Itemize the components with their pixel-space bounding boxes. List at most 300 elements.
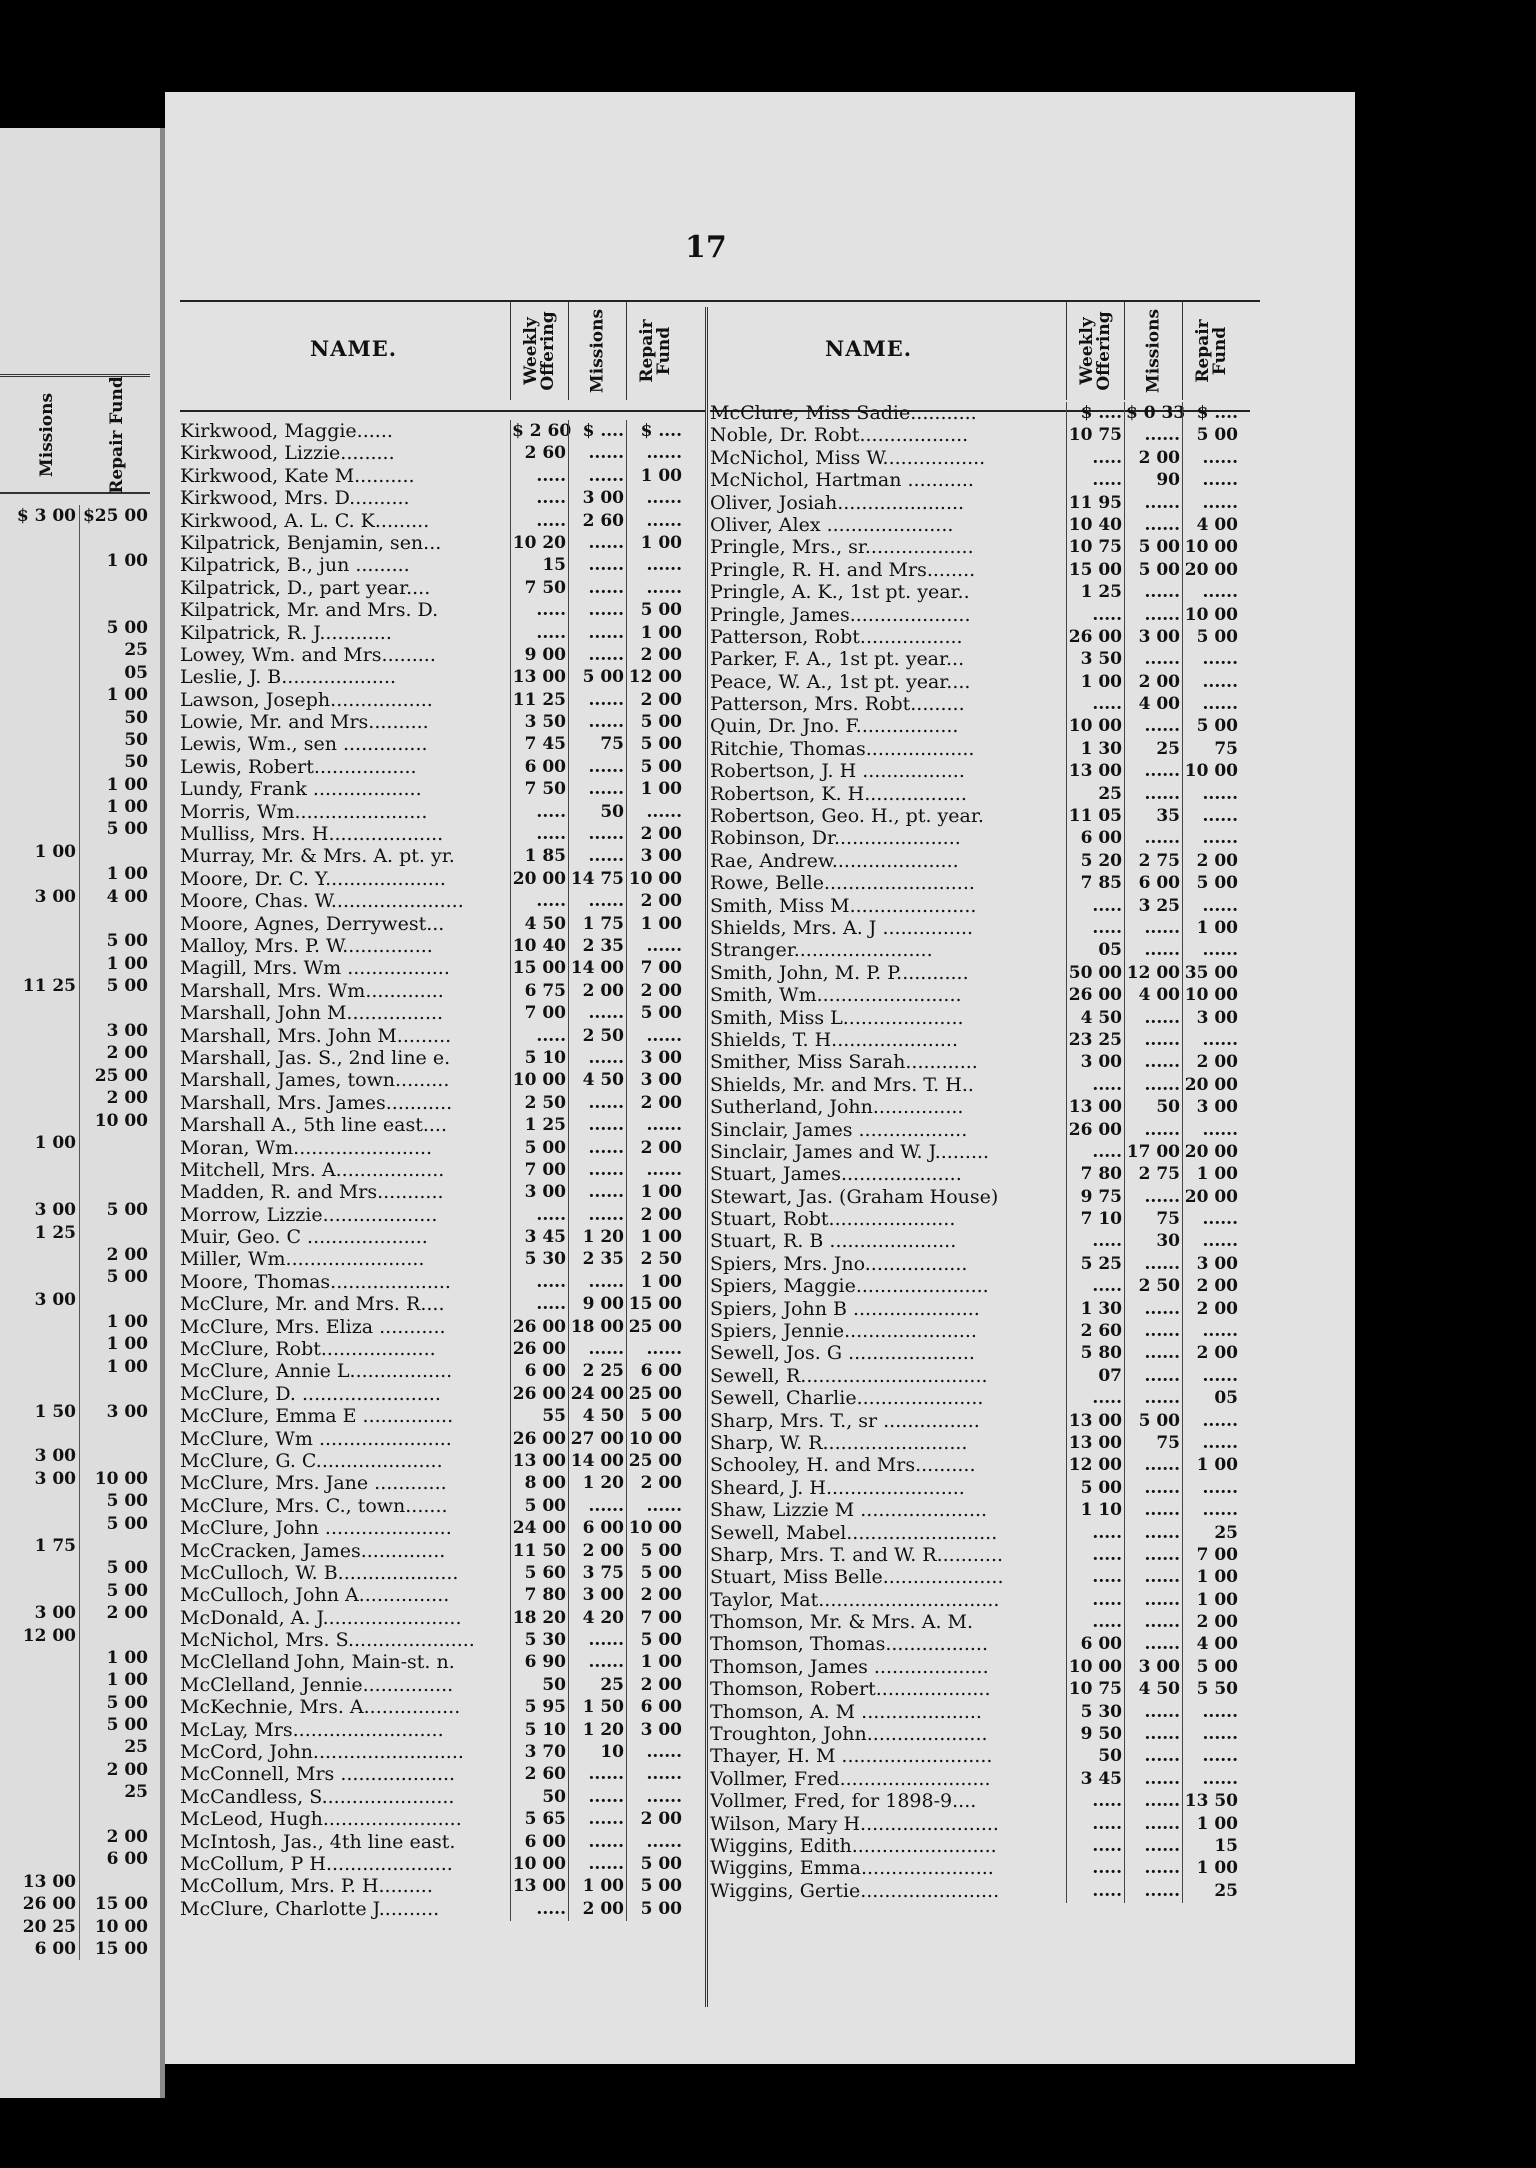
weekly-amount: ..... (536, 891, 566, 912)
left-repair-amount: 15 00 (94, 1894, 148, 1915)
table-row (710, 827, 1250, 849)
missions-amount: 4 00 (1138, 694, 1180, 715)
contributor-name: Thomson, Thomas................. (710, 1633, 988, 1656)
contributor-name: Lawson, Joseph................. (180, 688, 433, 711)
contributor-name: Stewart, Jas. (Graham House) (710, 1185, 999, 1208)
weekly-amount: 25 (1098, 783, 1122, 804)
missions-amount: 90 (1156, 470, 1180, 491)
missions-header: Missions (568, 302, 627, 400)
name-header-right: NAME. (825, 336, 913, 361)
contributor-name: Smither, Miss Sarah............ (710, 1051, 978, 1074)
missions-amount: 25 (1156, 738, 1180, 759)
repair-amount: 5 00 (640, 1854, 682, 1874)
left-page-row (0, 1177, 150, 1199)
missions-amount: ...... (588, 1137, 624, 1158)
repair-amount: $ .... (1196, 403, 1238, 423)
repair-amount: 35 00 (1184, 962, 1238, 983)
left-repair-amount: 1 00 (106, 1356, 148, 1377)
contributor-name: Shields, T. H..................... (710, 1028, 959, 1051)
left-missions-amount (0, 1669, 80, 1691)
repair-amount: 20 00 (1184, 559, 1238, 580)
left-missions-amount (0, 751, 80, 773)
weekly-amount: 3 45 (524, 1227, 566, 1248)
left-repair-amount: 15 00 (94, 1939, 148, 1959)
weekly-amount: 1 10 (1080, 1500, 1122, 1521)
repair-amount: 2 00 (640, 1137, 682, 1158)
column-rule (568, 420, 569, 1921)
missions-amount: 2 50 (582, 1025, 624, 1046)
contributor-name: Vollmer, Fred, for 1898-9.... (710, 1790, 977, 1813)
repair-amount: ...... (1202, 694, 1238, 715)
table-row (710, 1230, 1250, 1252)
contributor-name: McCandless, S...................... (180, 1785, 455, 1808)
missions-amount: ...... (1144, 1388, 1180, 1409)
left-page-row (0, 1154, 150, 1176)
contributor-name: Shields, Mr. and Mrs. T. H.. (710, 1073, 974, 1096)
left-repair-amount: 1 00 (106, 685, 148, 706)
repair-amount: 2 00 (1196, 1298, 1238, 1319)
left-page-row (0, 1736, 150, 1758)
weekly-amount: 10 75 (1068, 425, 1122, 446)
table-row (710, 1320, 1250, 1342)
left-page-row (0, 550, 150, 572)
contributor-name: Sharp, W. R........................ (710, 1431, 968, 1454)
left-page-row (0, 1513, 150, 1535)
left-missions-amount: 12 00 (0, 1625, 80, 1647)
left-missions-amount: 1 00 (0, 1132, 80, 1154)
weekly-amount: 7 10 (1080, 1209, 1122, 1230)
repair-amount: 2 00 (1196, 850, 1238, 871)
table-row (710, 604, 1250, 626)
left-page-row (0, 1289, 150, 1311)
left-repair-amount: 2 00 (106, 1043, 148, 1064)
repair-amount: 25 00 (628, 1383, 682, 1404)
missions-amount: 12 00 (1126, 962, 1180, 983)
repair-fund-header: Repair Fund (626, 302, 685, 400)
column-rule (626, 420, 627, 1921)
missions-amount: ...... (1144, 425, 1180, 446)
weekly-amount: 1 25 (1080, 582, 1122, 603)
left-page-row (0, 1222, 150, 1244)
contributor-name: Kilpatrick, D., part year.... (180, 576, 431, 599)
weekly-amount: 5 30 (1080, 1701, 1122, 1722)
weekly-amount: ..... (536, 801, 566, 822)
missions-amount: 75 (600, 734, 624, 755)
contributor-name: Stranger....................... (710, 939, 933, 962)
weekly-amount: ..... (536, 1204, 566, 1225)
contributor-name: Troughton, John.................... (710, 1723, 988, 1746)
contributor-name: Thomson, Mr. & Mrs. A. M. (710, 1611, 974, 1634)
missions-amount: 2 00 (1138, 671, 1180, 692)
repair-amount: 5 00 (1196, 425, 1238, 446)
table-header-right (710, 300, 1250, 412)
weekly-amount: 1 25 (524, 1115, 566, 1136)
missions-amount: 24 00 (570, 1383, 624, 1404)
table-row (710, 984, 1250, 1006)
weekly-amount: ..... (536, 1025, 566, 1046)
weekly-amount: ..... (536, 1294, 566, 1315)
left-page-row (0, 1580, 150, 1602)
missions-amount: 1 50 (582, 1697, 624, 1718)
left-missions-amount: 3 00 (0, 1289, 80, 1311)
table-row (710, 447, 1250, 469)
left-missions-amount (0, 1042, 80, 1064)
weekly-amount: 7 00 (524, 1159, 566, 1180)
left-missions-header: Missions (37, 392, 57, 478)
table-row (710, 1857, 1250, 1879)
missions-amount: ...... (588, 1204, 624, 1225)
missions-amount: ...... (1144, 828, 1180, 849)
contributor-name: McCulloch, John A............... (180, 1584, 450, 1607)
contributor-name: McClure, G. C..................... (180, 1449, 443, 1472)
repair-amount: ...... (1202, 1768, 1238, 1789)
table-row (710, 626, 1250, 648)
contributor-name: Robertson, K. H................. (710, 782, 967, 805)
missions-amount: ...... (588, 532, 624, 553)
missions-amount: ...... (588, 1854, 624, 1874)
left-repair-amount: 5 00 (106, 931, 148, 952)
weekly-amount: 13 00 (512, 1450, 566, 1471)
missions-amount: 75 (1156, 1432, 1180, 1453)
contributor-name: Shaw, Lizzie M ..................... (710, 1499, 988, 1522)
missions-amount: ...... (1144, 1567, 1180, 1588)
table-row (710, 1163, 1250, 1185)
left-page-row (0, 953, 150, 975)
missions-amount: ...... (1144, 492, 1180, 513)
table-row (710, 424, 1250, 446)
contributor-name: Noble, Dr. Robt.................. (710, 424, 969, 447)
contributor-name: Quin, Dr. Jno. F................. (710, 715, 959, 738)
weekly-amount: 26 00 (512, 1316, 566, 1337)
weekly-amount: 5 00 (524, 1495, 566, 1516)
weekly-amount: 1 85 (524, 846, 566, 867)
contributor-name: Mulliss, Mrs. H................... (180, 823, 444, 846)
contributor-name: Kilpatrick, Mr. and Mrs. D. (180, 599, 439, 622)
contributor-name: McDonald, A. J....................... (180, 1606, 462, 1629)
weekly-amount: ..... (1092, 1813, 1122, 1834)
left-page-row (0, 1893, 150, 1915)
missions-amount: 2 75 (1138, 850, 1180, 871)
left-repair-amount: 5 00 (106, 1200, 148, 1221)
left-missions-amount (0, 550, 80, 572)
weekly-amount: 55 (542, 1406, 566, 1427)
missions-amount: ...... (1144, 1791, 1180, 1812)
left-page-row (0, 1916, 150, 1938)
contributor-name: McClure, Mrs. C., town....... (180, 1494, 448, 1517)
weekly-amount: 5 95 (524, 1697, 566, 1718)
left-page-row (0, 505, 150, 527)
contributor-name: Kirkwood, Kate M.......... (180, 464, 415, 487)
repair-amount: 12 00 (628, 667, 682, 688)
left-page-row (0, 863, 150, 885)
missions-amount: ...... (588, 622, 624, 643)
contributor-name: McClure, Mrs. Eliza ........... (180, 1315, 446, 1338)
contributor-name: Stuart, Miss Belle.................... (710, 1566, 1004, 1589)
left-missions-amount (0, 1714, 80, 1736)
left-repair-amount: 5 00 (106, 1715, 148, 1736)
contributor-name: Patterson, Mrs. Robt......... (710, 693, 965, 716)
left-missions-amount (0, 1848, 80, 1870)
repair-amount: ...... (1202, 1029, 1238, 1050)
weekly-amount: ..... (1092, 1074, 1122, 1095)
weekly-amount: 15 (542, 555, 566, 576)
missions-amount: 3 00 (582, 1585, 624, 1606)
table-left-half (180, 300, 705, 1920)
contributor-name: Sutherland, John............... (710, 1096, 964, 1119)
repair-amount: 1 00 (1196, 1567, 1238, 1588)
contributor-name: Oliver, Alex ..................... (710, 513, 954, 536)
contributor-name: McClure, Robt................... (180, 1338, 436, 1361)
left-repair-amount: 5 00 (106, 976, 148, 997)
table-row (710, 1678, 1250, 1700)
weekly-amount: 23 25 (1068, 1029, 1122, 1050)
contributor-name: Thomson, Robert................... (710, 1678, 991, 1701)
missions-amount: ...... (1144, 1321, 1180, 1342)
missions-amount: $ 0 33 (1126, 403, 1186, 423)
left-page-row (0, 1356, 150, 1378)
left-page-row (0, 1333, 150, 1355)
left-page-row (0, 1266, 150, 1288)
contributor-name: Wiggins, Gertie....................... (710, 1879, 1000, 1902)
table-row (710, 850, 1250, 872)
repair-amount: 05 (1214, 1388, 1238, 1409)
left-page-row (0, 998, 150, 1020)
left-page-row (0, 886, 150, 908)
contributor-name: Kirkwood, Lizzie......... (180, 442, 395, 465)
repair-amount: 3 00 (1196, 1097, 1238, 1118)
left-repair-amount (80, 572, 150, 594)
left-repair-amount: 10 00 (94, 1916, 148, 1937)
left-missions-amount (0, 908, 80, 930)
left-repair-amount: 50 (124, 729, 148, 750)
left-missions-amount: 26 00 (0, 1893, 80, 1915)
missions-amount: $ .... (582, 421, 624, 441)
weekly-amount: 13 00 (1068, 761, 1122, 782)
repair-amount: ...... (646, 935, 682, 956)
left-repair-amount: 1 00 (106, 1647, 148, 1668)
missions-amount: ...... (588, 824, 624, 845)
missions-amount: ...... (588, 1652, 624, 1673)
left-missions-amount (0, 930, 80, 952)
repair-amount: 20 00 (1184, 1186, 1238, 1207)
repair-amount: 25 (1214, 1522, 1238, 1543)
left-repair-amount (80, 1625, 150, 1647)
repair-amount: 1 00 (640, 779, 682, 800)
table-row (710, 671, 1250, 693)
contributor-name: Marshall, Mrs. Wm............. (180, 979, 444, 1002)
contributor-name: Moore, Thomas.................... (180, 1270, 451, 1293)
weekly-amount: 6 00 (524, 1361, 566, 1382)
repair-amount: 1 00 (640, 913, 682, 934)
weekly-amount: 3 00 (1080, 1052, 1122, 1073)
left-page-row (0, 1445, 150, 1467)
left-page-row (0, 796, 150, 818)
weekly-amount: 2 60 (1080, 1321, 1122, 1342)
left-missions-amount (0, 1580, 80, 1602)
contributor-name: Pringle, A. K., 1st pt. year.. (710, 581, 970, 604)
repair-amount: ...... (1202, 1432, 1238, 1453)
repair-amount: 5 00 (1196, 716, 1238, 737)
repair-amount: 2 00 (640, 1809, 682, 1830)
weekly-amount: ..... (1092, 1231, 1122, 1252)
weekly-amount: 1 00 (1080, 671, 1122, 692)
repair-amount: 5 00 (1196, 873, 1238, 894)
weekly-amount: $ 2 60 (512, 421, 572, 441)
missions-amount: 17 00 (1126, 1141, 1180, 1162)
weekly-amount: 5 60 (524, 1562, 566, 1583)
contributor-name: Smith, Wm........................ (710, 984, 962, 1007)
table-row (710, 536, 1250, 558)
missions-amount: ...... (588, 779, 624, 800)
repair-amount: 2 00 (640, 824, 682, 845)
left-missions-amount (0, 1333, 80, 1355)
repair-fund-header-right: Repair Fund (1182, 302, 1241, 400)
weekly-amount: 5 80 (1080, 1343, 1122, 1364)
weekly-amount: 50 (542, 1786, 566, 1807)
missions-amount: ...... (1144, 1029, 1180, 1050)
repair-amount: 5 00 (640, 1562, 682, 1583)
missions-amount: 5 00 (1138, 537, 1180, 558)
left-page-row (0, 1423, 150, 1445)
repair-amount: 6 00 (640, 1361, 682, 1382)
left-missions-amount (0, 1356, 80, 1378)
repair-amount: 5 00 (640, 1898, 682, 1919)
missions-amount: 2 35 (582, 1249, 624, 1270)
weekly-amount: 26 00 (1068, 985, 1122, 1006)
repair-amount: 10 00 (1184, 537, 1238, 558)
missions-amount: 3 00 (1138, 626, 1180, 647)
left-missions-amount (0, 1378, 80, 1400)
missions-amount: 4 50 (582, 1406, 624, 1427)
repair-amount: ...... (646, 443, 682, 464)
contributor-name: Kilpatrick, B., jun ......... (180, 554, 410, 577)
contributor-name: Oliver, Josiah..................... (710, 491, 965, 514)
missions-amount: ...... (1144, 582, 1180, 603)
missions-header-right: Missions (1124, 302, 1183, 400)
left-missions-amount (0, 1759, 80, 1781)
weekly-amount: 9 00 (524, 644, 566, 665)
repair-amount: 20 00 (1184, 1141, 1238, 1162)
weekly-amount: 18 20 (512, 1607, 566, 1628)
contributor-name: Spiers, Jennie...................... (710, 1320, 977, 1343)
missions-amount: ...... (1144, 649, 1180, 670)
weekly-amount: 5 25 (1080, 1253, 1122, 1274)
missions-amount: ...... (588, 443, 624, 464)
left-page-row (0, 729, 150, 751)
contributor-name: Stuart, R. B ..................... (710, 1230, 957, 1253)
contributor-name: Spiers, Maggie...................... (710, 1275, 989, 1298)
left-missions-amount: 6 00 (0, 1938, 80, 1960)
contributor-name: Kirkwood, A. L. C. K......... (180, 509, 430, 532)
table-row (710, 1656, 1250, 1678)
weekly-amount: ..... (1092, 1141, 1122, 1162)
left-page-row (0, 1804, 150, 1826)
contributor-name: Sinclair, James and W. J......... (710, 1140, 990, 1163)
left-page-row (0, 1244, 150, 1266)
repair-amount: 5 00 (640, 734, 682, 755)
left-missions-amount: 20 25 (0, 1916, 80, 1938)
repair-amount: 2 00 (640, 1204, 682, 1225)
weekly-amount: 20 00 (512, 868, 566, 889)
contributor-name: Magill, Mrs. Wm ................. (180, 957, 450, 980)
contributor-name: Murray, Mr. & Mrs. A. pt. yr. (180, 845, 455, 868)
contributor-name: Rowe, Belle......................... (710, 872, 975, 895)
repair-amount: 10 00 (1184, 604, 1238, 625)
weekly-amount: ..... (536, 510, 566, 531)
contributor-name: McClure, Miss Sadie........... (710, 402, 977, 424)
contributor-name: Madden, R. and Mrs........... (180, 1181, 444, 1204)
left-repair-amount: 5 00 (106, 617, 148, 638)
table-row (710, 1342, 1250, 1364)
repair-amount: 15 00 (628, 1294, 682, 1315)
left-repair-amount: 5 00 (106, 1491, 148, 1512)
weekly-amount: 24 00 (512, 1518, 566, 1539)
contributor-name: Shields, Mrs. A. J ............... (710, 916, 974, 939)
contributor-name: McClure, Annie L................. (180, 1360, 453, 1383)
contributor-name: Schooley, H. and Mrs.......... (710, 1454, 976, 1477)
repair-amount: 5 00 (640, 1630, 682, 1651)
missions-amount: 1 00 (582, 1876, 624, 1897)
weekly-amount: 10 75 (1068, 1679, 1122, 1700)
weekly-amount: ..... (1092, 1544, 1122, 1565)
missions-amount: ...... (1144, 1634, 1180, 1655)
repair-amount: 7 00 (640, 1607, 682, 1628)
left-missions-amount: 1 75 (0, 1535, 80, 1557)
left-page-row (0, 527, 150, 549)
weekly-amount: 05 (1098, 940, 1122, 961)
weekly-amount: 11 25 (512, 689, 566, 710)
left-missions-amount (0, 1087, 80, 1109)
missions-amount: ...... (1144, 1544, 1180, 1565)
left-repair-amount: 5 00 (106, 1513, 148, 1534)
left-page-row (0, 1938, 150, 1960)
weekly-amount: ..... (1092, 1522, 1122, 1543)
weekly-amount: ..... (536, 600, 566, 621)
weekly-amount: 15 00 (512, 958, 566, 979)
left-missions-amount (0, 662, 80, 684)
repair-amount: 1 00 (640, 1652, 682, 1673)
weekly-amount: 10 40 (1068, 514, 1122, 535)
repair-amount: ...... (646, 1764, 682, 1785)
repair-amount: ...... (1202, 806, 1238, 827)
left-page-row (0, 1065, 150, 1087)
missions-amount: ...... (588, 577, 624, 598)
contributor-name: Smith, Miss L.................... (710, 1006, 964, 1029)
contributor-name: Patterson, Robt................. (710, 625, 963, 648)
missions-amount: 10 (600, 1742, 624, 1763)
missions-amount: 2 35 (582, 935, 624, 956)
left-missions-amount (0, 729, 80, 751)
left-page-row (0, 908, 150, 930)
contributor-name: Moore, Chas. W...................... (180, 890, 464, 913)
left-repair-amount: 25 00 (94, 1065, 148, 1086)
repair-amount: 5 00 (1196, 626, 1238, 647)
weekly-amount: 11 50 (512, 1540, 566, 1561)
weekly-amount: 10 00 (512, 1854, 566, 1874)
contributor-name: McClure, Charlotte J.......... (180, 1897, 440, 1920)
contributor-name: Vollmer, Fred......................... (710, 1767, 991, 1790)
repair-amount: ...... (1202, 940, 1238, 961)
missions-amount: ...... (1144, 1724, 1180, 1745)
missions-amount: 3 25 (1138, 895, 1180, 916)
left-repair-amount: 2 00 (106, 1827, 148, 1848)
left-missions-amount (0, 1736, 80, 1758)
repair-amount: 2 00 (1196, 1343, 1238, 1364)
weekly-amount: 13 00 (1068, 1097, 1122, 1118)
contributor-name: Lewis, Robert................. (180, 755, 417, 778)
left-repair-amount: 2 00 (106, 1088, 148, 1109)
repair-amount: 3 00 (640, 1719, 682, 1740)
